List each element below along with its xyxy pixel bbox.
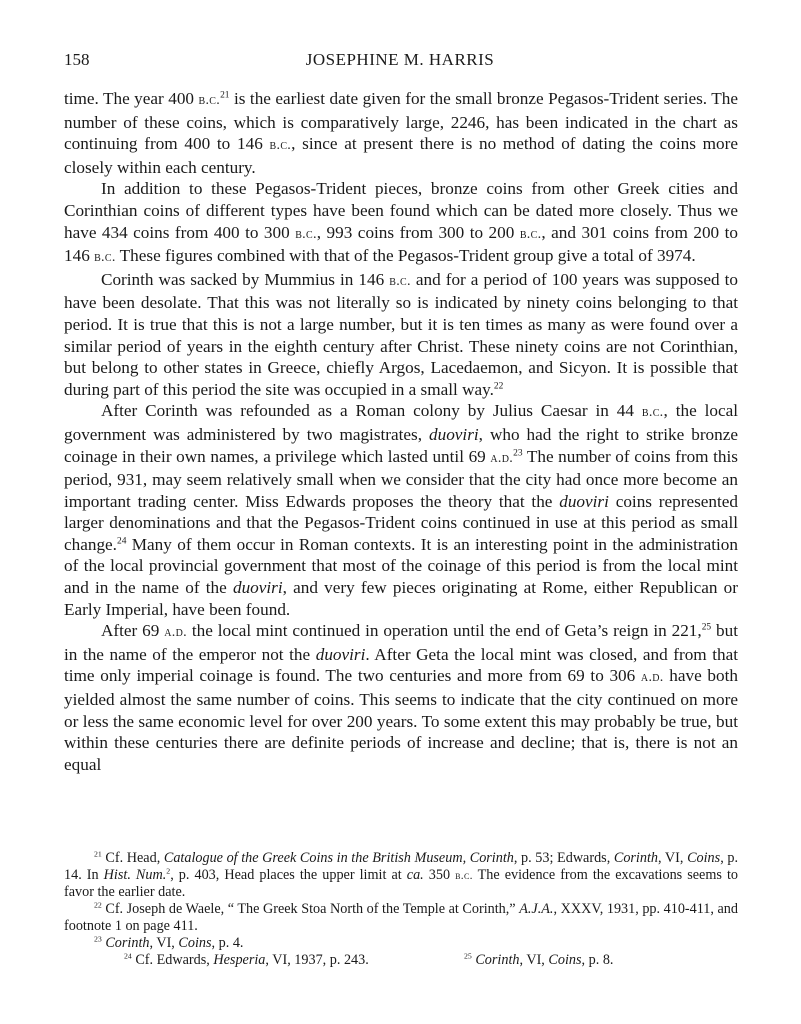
text-run: . After Geta the local mint was closed, and from that time only imperial coinage is found. The two centuries and more from 69 to 306 <box>64 644 739 686</box>
footnote-23 <box>64 935 738 952</box>
era-abbrev: a.d. <box>490 449 514 466</box>
text-run: , VI, 1937, p. 243. <box>265 952 369 968</box>
running-head: JOSEPHINE M. HARRIS <box>305 50 495 69</box>
footnote-number: 22 <box>94 900 102 910</box>
text-run: coins represented larger denominations and that the Pegasos-Trident coins continued in use at this period as small change. <box>64 491 738 554</box>
text-run: , p. 53; Edwards, <box>513 850 614 866</box>
footnote-number: 21 <box>94 849 102 859</box>
text-run: These figures combined with that of the Pegasos-Trident group give a total of 3974. <box>115 246 696 266</box>
era-abbrev: b.c. <box>269 137 292 154</box>
text-run: The evidence from the excavations seems to favor the earlier date. <box>64 867 739 900</box>
text-run: , who had the right to strike bronze coinage in their own names, a privilege which lasted until 69 <box>64 424 739 466</box>
text-run: Many of them occur in Roman contexts. It is an interesting point in the administration of the local provincial government that most of the coinage of this period is from the local mint and in the name of the <box>64 534 738 598</box>
italic-title: Corinth <box>475 952 520 968</box>
era-abbrev: b.c. <box>519 225 542 242</box>
text-run: Cf. Head, <box>101 850 164 866</box>
italic-term: duoviri <box>429 424 479 444</box>
page-header <box>64 50 736 72</box>
text-run: , the local government was administered by two magistrates, <box>64 401 738 444</box>
text-run: The number of coins from this period, 931, may seem relatively small when we consider that the city had once more become an important trading center. Miss Edwards proposes the theory that the <box>64 446 738 511</box>
footnote-pair <box>64 952 738 969</box>
footnote-ref: 24 <box>116 536 127 547</box>
text-run: but in the name of the emperor not the <box>64 621 738 664</box>
footnote-ref: 21 <box>220 90 230 101</box>
italic-title: Hesperia <box>213 952 266 968</box>
main-text <box>64 88 738 775</box>
footnote-ref: 22 <box>493 381 504 392</box>
text-run: After Corinth was refounded as a Roman colony by Julius Caesar in 44 <box>101 401 642 421</box>
text-run: , since at present there is no method of dating the coins more closely within each century. <box>64 134 739 177</box>
edition-superscript: 2 <box>166 866 171 876</box>
italic-title: Coins <box>178 935 212 951</box>
text-run: Corinth was sacked by Mummius in 146 <box>101 269 390 289</box>
era-abbrev: b.c. <box>641 404 664 421</box>
italic-title: Hist. Num. <box>103 867 167 883</box>
italic-term: duoviri <box>559 491 609 511</box>
italic-title: Coins <box>687 850 721 866</box>
text-run: , p. 8. <box>581 952 614 968</box>
text-run: and for a period of 100 years was supposed to have been desolate. That this was not literally so is indicated by ninety coins belonging to that period. It is true that this is not a large number, but it is ten times as many as were found over a similar period of years in the eighth century after Christ. These ninety coins are not Corinthian, but belong to other states in Greece, chiefly Argos, Lacedaemon, and Sicyon. It is possible that during part of this period the site was occupied in a small way. <box>64 269 738 399</box>
footnote-number: 23 <box>94 934 102 944</box>
page-number: 158 <box>64 50 90 69</box>
era-abbrev: b.c. <box>94 249 116 266</box>
footnote-21 <box>64 850 738 901</box>
text-run: , VI, <box>658 850 688 866</box>
text-run: , and 301 coins from 200 to 146 <box>64 222 738 266</box>
text-run: 350 <box>423 867 456 883</box>
footnote-ref: 23 <box>513 447 523 458</box>
text-run: time. The year 400 <box>64 89 199 108</box>
era-abbrev: a.d. <box>164 624 187 641</box>
text-run: , 993 coins from 300 to 200 <box>316 222 520 242</box>
paragraph-4 <box>64 400 738 620</box>
era-abbrev: b.c. <box>198 92 221 108</box>
text-run: After 69 <box>101 621 165 641</box>
footnote-ref: 25 <box>701 622 712 633</box>
footnotes <box>64 850 738 969</box>
italic-term: duoviri <box>315 644 366 664</box>
text-run: , p. 14. In <box>64 850 738 883</box>
italic-title: Corinth <box>105 935 150 951</box>
text-run: , p. 403, Head places the upper limit at <box>170 867 407 883</box>
text-run: have both yielded almost the same number of coins. This seems to indicate that the city continued on more or less the same economic level for over 200 years. To some extent this may probably be true, but within these centuries there are definite periods of increase and decline; that is, there is not an equal <box>64 666 738 774</box>
paragraph-5 <box>64 620 738 775</box>
text-run: , p. 4. <box>211 935 244 951</box>
text-run: , XXXV, 1931, pp. 410-411, and footnote 1 on page 411. <box>64 901 738 934</box>
era-abbrev: b.c. <box>455 869 473 882</box>
footnote-number: 24 <box>124 951 132 961</box>
footnote-number: 25 <box>464 951 472 961</box>
text-run: Cf. Edwards, <box>131 952 214 968</box>
text-run: In addition to these Pegasos-Trident pieces, bronze coins from other Greek cities and Corinthian coins of different types have been found which can be dated more closely. Thus we have 434 coins from 400 to 300 <box>64 179 738 242</box>
footnote-25 <box>434 952 738 969</box>
paragraph-2 <box>64 178 738 268</box>
italic-title: Catalogue of the Greek Coins in the British Museum, Corinth <box>163 850 514 866</box>
paragraph-1 <box>64 88 738 178</box>
text-run: the local mint continued in operation until the end of Geta’s reign in 221, <box>186 621 702 641</box>
italic-title: Corinth <box>613 850 659 866</box>
italic-term: ca. <box>406 867 424 883</box>
paragraph-3 <box>64 269 738 401</box>
italic-title: Coins <box>548 952 582 968</box>
era-abbrev: b.c. <box>389 272 411 289</box>
italic-term: duoviri <box>232 578 283 598</box>
italic-title: A.J.A. <box>519 901 554 917</box>
era-abbrev: a.d. <box>640 669 664 686</box>
text-run: , and very few pieces originating at Rome, either Republican or Early Imperial, have been found. <box>64 578 738 619</box>
era-abbrev: b.c. <box>295 225 317 242</box>
text-run: , VI, <box>519 952 549 968</box>
footnote-24 <box>64 952 434 969</box>
text-run: , VI, <box>149 935 179 951</box>
text-run: Cf. Joseph de Waele, “ The Greek Stoa North of the Temple at Corinth,” <box>101 901 520 917</box>
footnote-22 <box>64 901 738 935</box>
text-run: is the earliest date given for the small bronze Pegasos-Trident series. The number of these coins, which is comparatively large, 2246, has been indicated in the chart as continuing from 400 to 146 <box>64 89 738 154</box>
